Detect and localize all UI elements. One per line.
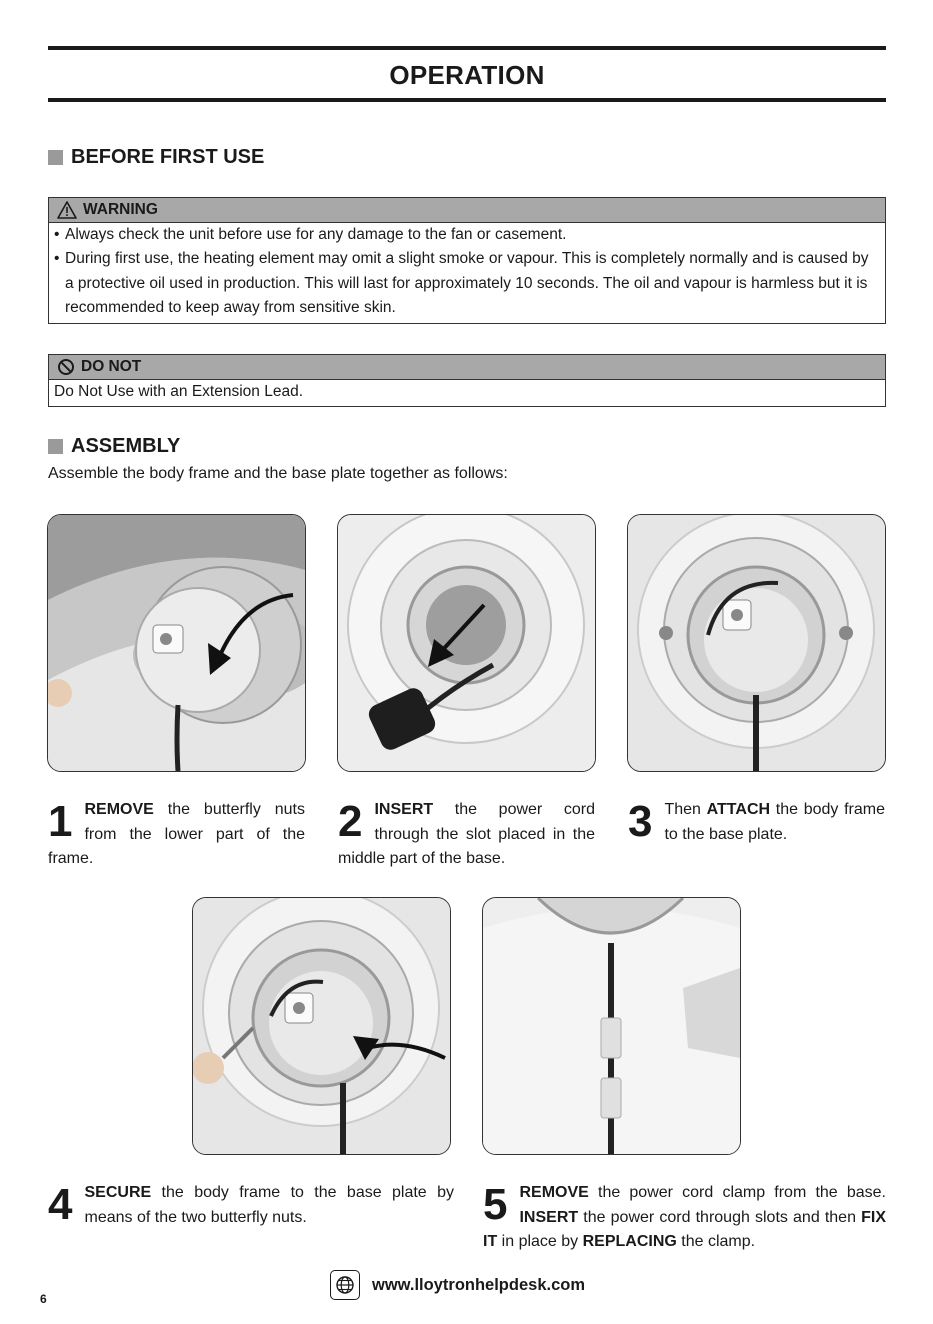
step-number: 4	[48, 1180, 73, 1229]
warning-label: WARNING	[83, 201, 158, 218]
do-not-label: DO NOT	[81, 358, 142, 375]
prohibited-icon	[57, 358, 75, 376]
step-number: 2	[338, 797, 363, 846]
website-url: www.lloytronhelpdesk.com	[372, 1275, 586, 1294]
page-title: OPERATION	[389, 60, 545, 90]
step-1-photo	[47, 514, 306, 772]
step-4-text: 4 SECURE the body frame to the base plate by means of the two butterfly nuts.	[48, 1180, 454, 1229]
section-square-icon	[48, 439, 63, 454]
page-number: 6	[40, 1292, 47, 1306]
step-5-text: 5 REMOVE the power cord clamp from the base. INSERT the power cord through slots and then FIX IT in place by REPLACING the clamp.	[483, 1180, 886, 1250]
step-number: 3	[628, 797, 653, 846]
warning-bullet: • During first use, the heating element may omit a slight smoke or vapour. This is completely normally and is caused by a protective oil used in production. This will last for approximately 10 seconds. The oil and vapour is harmless but it is recommended to keep away from sensitive skin.	[54, 250, 869, 316]
website-link[interactable]	[330, 1270, 585, 1300]
step-2-text: 2 INSERT the power cord through the slot placed in the middle part of the base.	[338, 797, 595, 867]
assembly-intro: Assemble the body frame and the base plate together as follows:	[48, 465, 508, 482]
assembly-heading: ASSEMBLY	[48, 435, 180, 458]
step-number: 5	[483, 1180, 508, 1229]
warning-triangle-icon	[57, 201, 77, 219]
do-not-text: Do Not Use with an Extension Lead.	[54, 383, 303, 400]
do-not-header	[49, 355, 885, 380]
do-not-box	[48, 354, 886, 407]
step-1-text: 1 REMOVE the butterfly nuts from the lower part of the frame.	[48, 797, 305, 867]
step-5-photo	[482, 897, 741, 1155]
globe-icon	[330, 1270, 360, 1300]
section-square-icon	[48, 150, 63, 165]
warning-body	[49, 223, 885, 320]
step-2-photo	[337, 514, 596, 772]
step-3-photo	[627, 514, 886, 772]
title-underline	[48, 98, 886, 102]
step-number: 1	[48, 797, 73, 846]
before-first-use-heading: BEFORE FIRST USE	[48, 146, 264, 169]
warning-bullet: • Always check the unit before use for any damage to the fan or casement.	[54, 226, 567, 243]
step-4-photo	[192, 897, 451, 1155]
warning-box	[48, 197, 886, 324]
step-3-text: 3 Then ATTACH the body frame to the base plate.	[628, 797, 885, 846]
top-rule	[48, 46, 886, 50]
warning-header	[49, 198, 885, 223]
